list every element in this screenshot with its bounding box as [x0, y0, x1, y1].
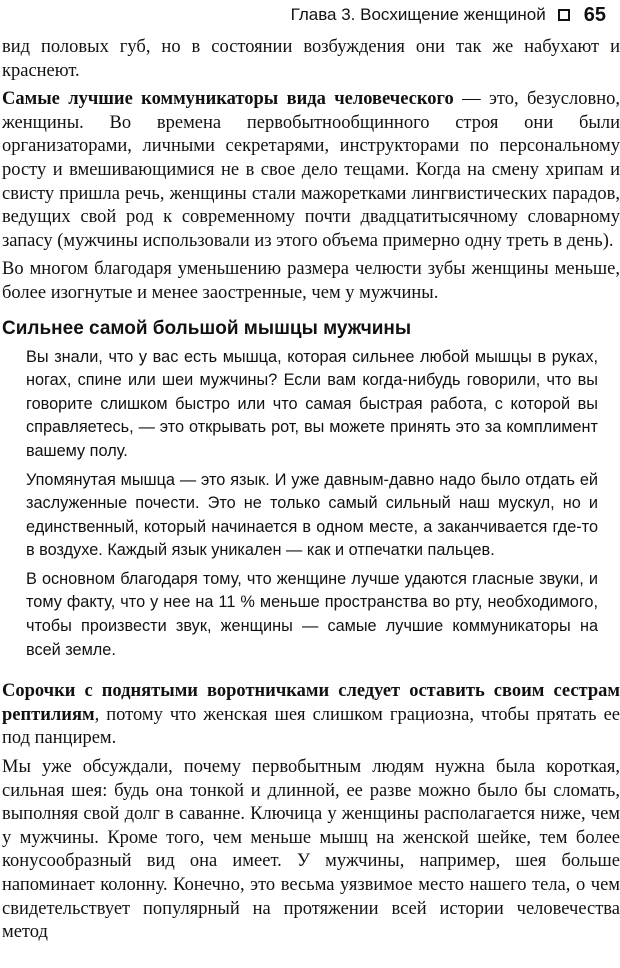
- section-paragraph: В основном благодаря тому, что женщине лучше удаются гласные звуки, и тому факту, что у нее на 11 % меньше пространства во рту, необходимого, чтобы произвести звук, женщины — самые лучшие коммуникаторы на всей земле.: [26, 569, 598, 659]
- paragraph-body: , потому что женская шея слишком грациозна, чтобы прятать ее под панцирем.: [2, 704, 620, 749]
- main-text: [0, 36, 620, 945]
- square-bullet-icon: [558, 9, 570, 21]
- paragraph-lead-bold: Самые лучшие коммуникаторы вида человеческого: [2, 89, 454, 110]
- running-header: [291, 2, 606, 28]
- paragraph-teeth: Во многом благодаря уменьшению размера челюсти зубы женщины меньше, более изогнутые и менее заостренные, чем у мужчины.: [2, 259, 620, 303]
- paragraph-neck: Мы уже обсуждали, почему первобытным людям нужна была короткая, сильная шея: будь она тонкой и длинной, ее разве можно было бы сломать, выполняя свой долг в саванне. Ключица у женщины располагается ниже, чем у мужчины. Кроме того, чем меньше мышц на женской шейке, тем более конусообразный вид она имеет. У мужчины, например, шея больше напоминает колонну. Конечно, это весьма уязвимое место нашего тела, о чем свидетельствует популярный на протяжении всей истории человечества метод: [2, 757, 620, 943]
- paragraph-lead-bold: Сорочки с поднятыми воротничками следует оставить своим сестрам рептилиям: [2, 681, 620, 725]
- chapter-title: Глава 3. Восхищение женщиной: [290, 5, 546, 24]
- page-number: 65: [583, 3, 606, 26]
- paragraph-collars: [0, 680, 620, 751]
- paragraph-communicators: [0, 88, 620, 253]
- section-heading: Сильнее самой большой мышцы мужчины: [2, 317, 412, 339]
- section-paragraph: Упомянутая мышца — это язык. И уже давным-давно надо было отдать ей заслуженные почести. Это не только самый сильный наш мускул, но и единственный, который начинается в одном месте, а заканчивается где-то в воздухе. Каждый язык уникален — как и отпечатки пальцев.: [26, 470, 598, 560]
- section-body: [0, 342, 620, 663]
- paragraph-continuation: вид половых губ, но в состоянии возбуждения они так же набухают и краснеют.: [2, 37, 620, 81]
- paragraph-body: — это, безусловно, женщины. Во времена первобытнообщинного строя они были организаторами, личными секретарями, инструкторами по персональному росту и вмешивающимися не в свое дело тещами. Когда на смену хрипам и свисту пришла речь, женщины стали мажоретками лингвистических парадов, ведущих свой род к современному почти двадцатитысячному словарному запасу (мужчины использовали из этого объема примерно одну треть в день).: [2, 89, 620, 251]
- section-paragraph: Вы знали, что у вас есть мышца, которая сильнее любой мышцы в руках, ногах, спине или шеи мужчины? Если вам когда-нибудь говорили, что вы говорите слишком быстро или что самая быстрая работа, с которой вы справляетесь, — это открывать рот, вы можете принять это за комплимент вашему полу.: [26, 347, 598, 460]
